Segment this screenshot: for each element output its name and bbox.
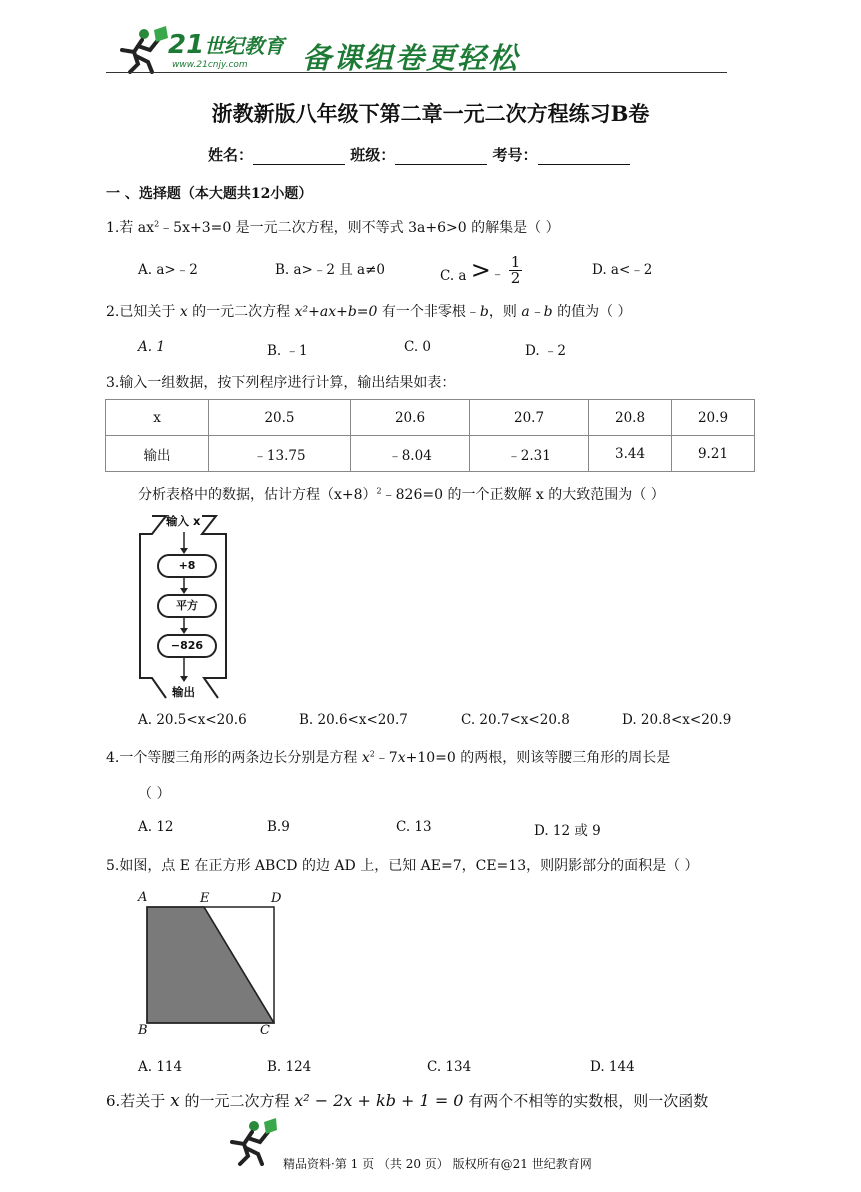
q4-option-b[interactable]: B.9 xyxy=(267,819,290,835)
table-row xyxy=(106,436,755,472)
question-6-stem xyxy=(106,1090,708,1111)
exam-no-blank[interactable] xyxy=(538,148,630,165)
vertex-label-a: A xyxy=(138,890,148,905)
brand-name: 世纪教育 xyxy=(204,34,285,58)
q6-variable-x: x xyxy=(170,1091,180,1111)
flow-step-subtract: −826 xyxy=(157,634,217,658)
q2-stem-part: 的值为（ ） xyxy=(552,304,632,320)
q4-stem-part: 4.一个等腰三角形的两条边长分别是方程 xyxy=(106,750,362,766)
section-heading: 一 、选择题（本大题共12小题） xyxy=(106,186,313,202)
q4-variable-x: x xyxy=(361,750,370,766)
student-info-row xyxy=(208,144,630,165)
slogan: 备课组卷更轻松 xyxy=(302,41,520,75)
q2-stem-part: ，则 xyxy=(488,304,522,320)
q3-analysis-part: 分析表格中的数据，估计方程（x+8） xyxy=(138,487,377,503)
header-rule xyxy=(106,72,727,73)
q3-superscript: 2 xyxy=(376,486,382,496)
q4-superscript: 2 xyxy=(369,749,375,759)
question-1-stem xyxy=(106,217,560,237)
q2-option-b[interactable]: B. ﹣1 xyxy=(267,343,308,359)
q1-option-c[interactable] xyxy=(440,252,522,286)
q1-stem-part: 1.若 ax xyxy=(106,220,155,236)
q1-c-gt: > xyxy=(470,256,491,284)
q4-stem-part: ﹣7 xyxy=(374,750,398,766)
class-label: 班级： xyxy=(350,146,396,164)
table-cell: ﹣8.04 xyxy=(350,436,469,472)
table-cell: 20.8 xyxy=(589,400,672,436)
question-5-stem: 5.如图，点 E 在正方形 ABCD 的边 AD 上，已知 AE=7，CE=13，则阴影部分的面积是（ ） xyxy=(106,858,699,874)
class-blank[interactable] xyxy=(395,148,487,165)
square-diagram xyxy=(146,906,275,1024)
question-3-analysis xyxy=(138,484,665,504)
q4-stem-part: +10=0 的两根，则该等腰三角形的周长是 xyxy=(405,750,671,766)
q2-expression: a﹣b xyxy=(521,304,553,320)
q2-variable-x: x xyxy=(179,304,188,320)
footer-runner-logo-icon xyxy=(222,1118,278,1168)
vertex-label-d: D xyxy=(271,891,282,906)
flow-step-square: 平方 xyxy=(157,594,217,618)
q5-option-c[interactable]: C. 134 xyxy=(427,1059,472,1075)
q1-option-b[interactable]: B. a>﹣2 且 a≠0 xyxy=(275,262,385,278)
q1-superscript: 2 xyxy=(154,219,160,229)
brand-number: 21 xyxy=(168,30,205,60)
question-4-stem xyxy=(106,747,670,767)
question-2-stem xyxy=(106,301,632,321)
q3-option-d[interactable]: D. 20.8<x<20.9 xyxy=(622,712,732,728)
fraction-denominator: 2 xyxy=(510,269,521,287)
table-cell: 20.7 xyxy=(470,400,589,436)
q5-option-b[interactable]: B. 124 xyxy=(267,1059,312,1075)
q3-option-b[interactable]: B. 20.6<x<20.7 xyxy=(299,712,408,728)
q1-stem-part: ﹣5x+3=0 是一元二次方程，则不等式 3a+6>0 的解集是（ ） xyxy=(159,220,560,236)
table-cell: ﹣13.75 xyxy=(209,436,351,472)
q1-c-minus: ﹣ xyxy=(490,266,505,282)
q3-option-c[interactable]: C. 20.7<x<20.8 xyxy=(461,712,570,728)
flow-step-add: +8 xyxy=(157,554,217,578)
q3-option-a[interactable]: A. 20.5<x<20.6 xyxy=(138,712,247,728)
q2-option-c[interactable]: C. 0 xyxy=(404,339,432,355)
table-cell: ﹣2.31 xyxy=(470,436,589,472)
q4-option-c[interactable]: C. 13 xyxy=(396,819,432,835)
exam-no-label: 考号： xyxy=(492,146,538,164)
fraction-numerator: 1 xyxy=(510,253,521,271)
q4-option-a[interactable]: A. 12 xyxy=(138,819,174,835)
runner-logo-icon xyxy=(108,26,170,74)
table-cell: x xyxy=(106,400,209,436)
vertex-label-b: B xyxy=(138,1023,148,1038)
table-cell: 20.6 xyxy=(350,400,469,436)
q4-variable-x: x xyxy=(397,750,406,766)
q1-c-fraction xyxy=(509,255,523,286)
q6-equation: x² − 2x + kb + 1 = 0 xyxy=(294,1091,464,1110)
q5-option-d[interactable]: D. 144 xyxy=(590,1059,635,1075)
question-3-stem: 3.输入一组数据，按下列程序进行计算，输出结果如表： xyxy=(106,375,456,391)
brand-logo xyxy=(168,30,284,60)
q2-stem-part: 有一个非零根﹣ xyxy=(377,304,480,320)
table-row xyxy=(106,400,755,436)
table-cell: 输出 xyxy=(106,436,209,472)
vertex-label-c: C xyxy=(260,1023,270,1038)
q4-answer-paren: （ ） xyxy=(138,786,171,802)
q2-stem-part: 2.已知关于 xyxy=(106,304,180,320)
q3-analysis-part: ﹣826=0 的一个正数解 x 的大致范围为（ ） xyxy=(381,487,665,503)
table-cell: 9.21 xyxy=(672,436,755,472)
q5-option-a[interactable]: A. 114 xyxy=(138,1059,183,1075)
q2-variable-b: b xyxy=(479,304,489,320)
name-label: 姓名： xyxy=(208,146,254,164)
q1-option-d[interactable]: D. a<﹣2 xyxy=(592,262,653,278)
table-cell: 3.44 xyxy=(589,436,672,472)
q4-option-d[interactable]: D. 12 或 9 xyxy=(534,823,601,839)
brand-url: www.21cnjy.com xyxy=(172,60,248,70)
q6-stem-part: 6.若关于 xyxy=(106,1092,171,1110)
vertex-label-e: E xyxy=(200,891,210,906)
q1-c-prefix: C. a xyxy=(440,268,467,284)
name-blank[interactable] xyxy=(253,148,345,165)
q2-option-d[interactable]: D. ﹣2 xyxy=(525,343,567,359)
q6-stem-part: 有两个不相等的实数根，则一次函数 xyxy=(463,1092,709,1110)
q2-stem-part: 的一元二次方程 xyxy=(187,304,295,320)
q6-stem-part: 的一元二次方程 xyxy=(179,1092,295,1110)
q2-equation: x²+ax+b=0 xyxy=(294,304,378,320)
footer-text: 精品资料·第 1 页 （共 20 页） 版权所有@21 世纪教育网 xyxy=(283,1157,592,1171)
flow-output-label: 输出 xyxy=(172,685,195,699)
table-cell: 20.5 xyxy=(209,400,351,436)
data-table xyxy=(105,399,755,472)
q1-option-a[interactable]: A. a>﹣2 xyxy=(138,262,198,278)
table-cell: 20.9 xyxy=(672,400,755,436)
q2-option-a[interactable]: A. 1 xyxy=(138,339,165,355)
flow-input-label: 输入 x xyxy=(166,514,201,528)
page-title: 浙教新版八年级下第二章一元二次方程练习B卷 xyxy=(211,101,650,126)
